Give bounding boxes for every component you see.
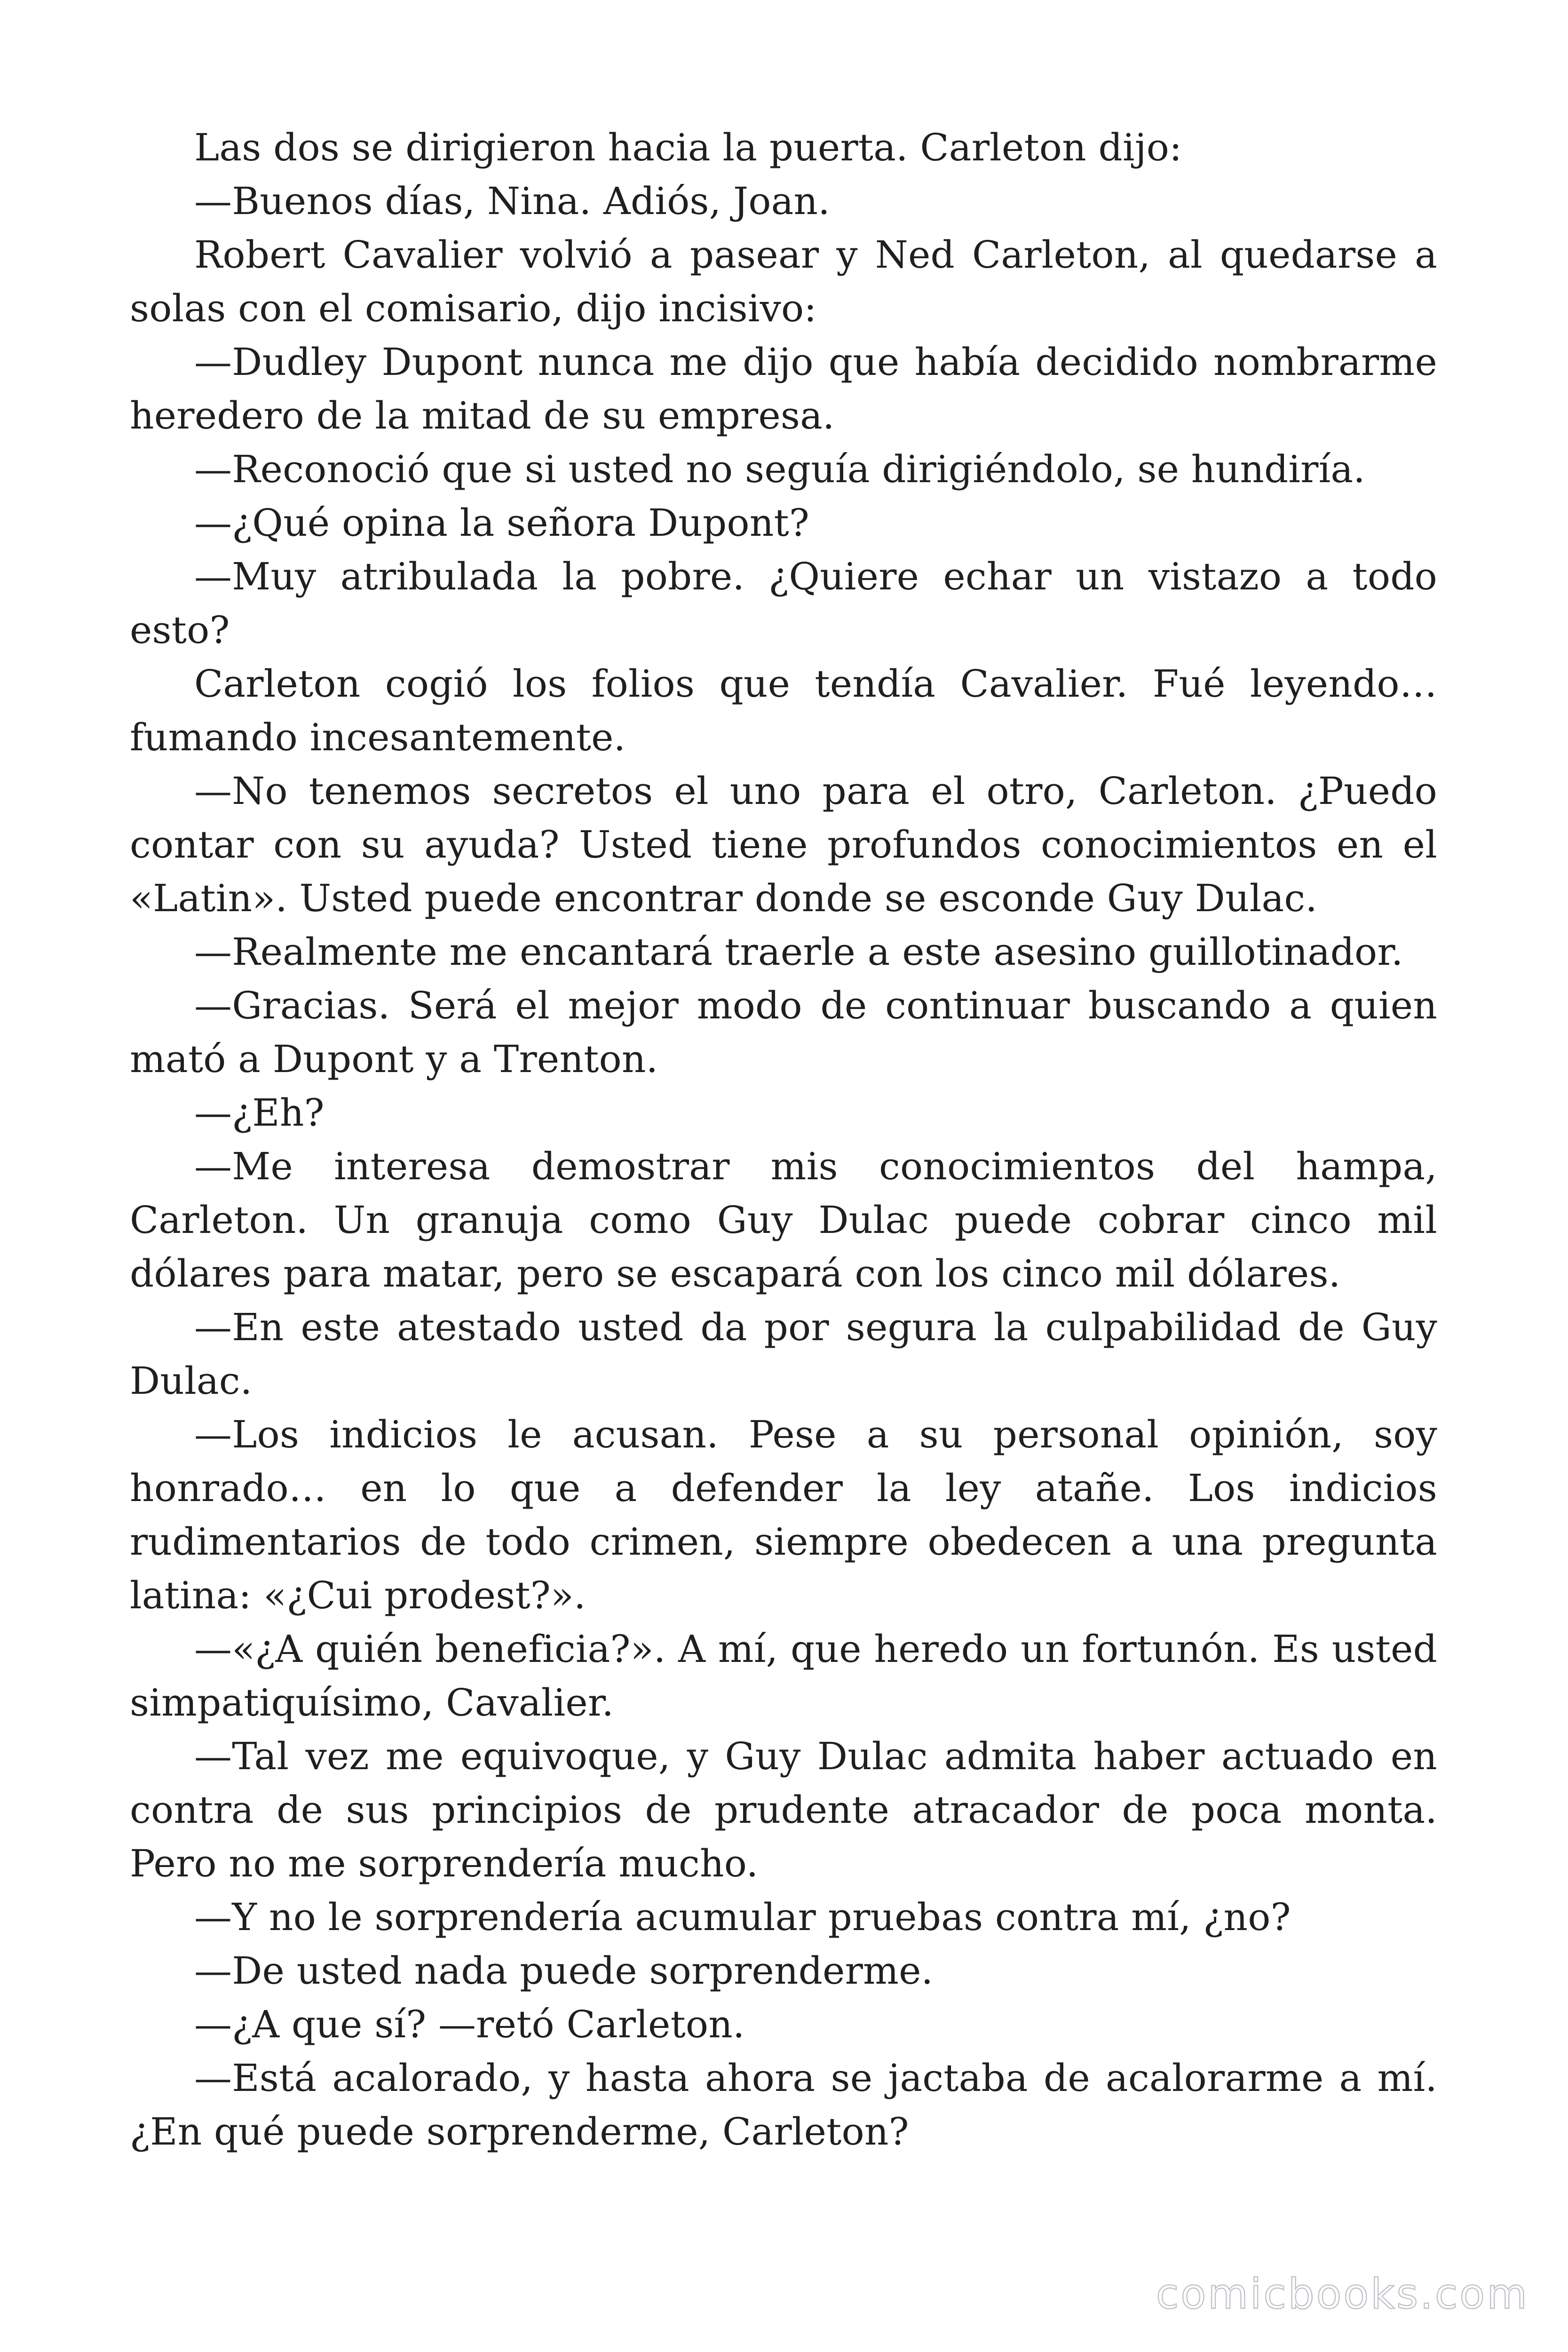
paragraph: —Gracias. Será el mejor modo de continuar buscando a quien mató a Dupont y a Trenton.: [130, 984, 1437, 1081]
paragraph: —¿A que sí? —retó Carleton.: [194, 2002, 745, 2046]
page-text: [130, 121, 1437, 2159]
paragraph: —Reconoció que si usted no seguía dirigiéndolo, se hundiría.: [194, 447, 1365, 491]
paragraph: —Realmente me encantará traerle a este asesino guillotinador.: [194, 930, 1403, 974]
paragraph: —¿Qué opina la señora Dupont?: [194, 501, 809, 545]
paragraph: —Los indicios le acusan. Pese a su personal opinión, soy honrado… en lo que a defender la ley atañe. Los indicios rudimentarios de todo crimen, siempre obedecen a una pregunta latina: «¿Cui prodest?».: [130, 1413, 1437, 1617]
paragraph: —No tenemos secretos el uno para el otro, Carleton. ¿Puedo contar con su ayuda? Usted tiene profundos conocimientos en el «Latin». Usted puede encontrar donde se esconde Guy Dulac.: [130, 769, 1437, 920]
paragraph: —¿Eh?: [194, 1091, 325, 1135]
paragraph: —De usted nada puede sorprenderme.: [194, 1949, 934, 1993]
paragraph: —Dudley Dupont nunca me dijo que había decidido nombrarme heredero de la mitad de su empresa.: [130, 340, 1437, 437]
watermark-text: comicbooks.com: [1156, 2270, 1529, 2318]
paragraph: —Muy atribulada la pobre. ¿Quiere echar un vistazo a todo esto?: [130, 555, 1437, 652]
paragraph: —Y no le sorprendería acumular pruebas contra mí, ¿no?: [194, 1895, 1291, 1939]
paragraph: Las dos se dirigieron hacia la puerta. Carleton dijo:: [194, 126, 1182, 169]
paragraph: —«¿A quién beneficia?». A mí, que heredo un fortunón. Es usted simpatiquísimo, Cavalier.: [130, 1627, 1437, 1724]
paragraph: —Me interesa demostrar mis conocimientos del hampa, Carleton. Un granuja como Guy Dulac puede cobrar cinco mil dólares para matar, pero se escapará con los cinco mil dólares.: [130, 1144, 1437, 1295]
paragraph: —Tal vez me equivoque, y Guy Dulac admita haber actuado en contra de sus principios de prudente atracador de poca monta. Pero no me sorprendería mucho.: [130, 1734, 1437, 1885]
paragraph: Robert Cavalier volvió a pasear y Ned Carleton, al quedarse a solas con el comisario, dijo incisivo:: [130, 233, 1437, 330]
paragraph: —Buenos días, Nina. Adiós, Joan.: [194, 179, 830, 223]
paragraph: —En este atestado usted da por segura la culpabilidad de Guy Dulac.: [130, 1305, 1437, 1403]
paragraph: —Está acalorado, y hasta ahora se jactaba de acalorarme a mí. ¿En qué puede sorprenderme, Carleton?: [130, 2056, 1437, 2153]
paragraph: Carleton cogió los folios que tendía Cavalier. Fué leyendo… fumando incesantemente.: [130, 662, 1437, 759]
